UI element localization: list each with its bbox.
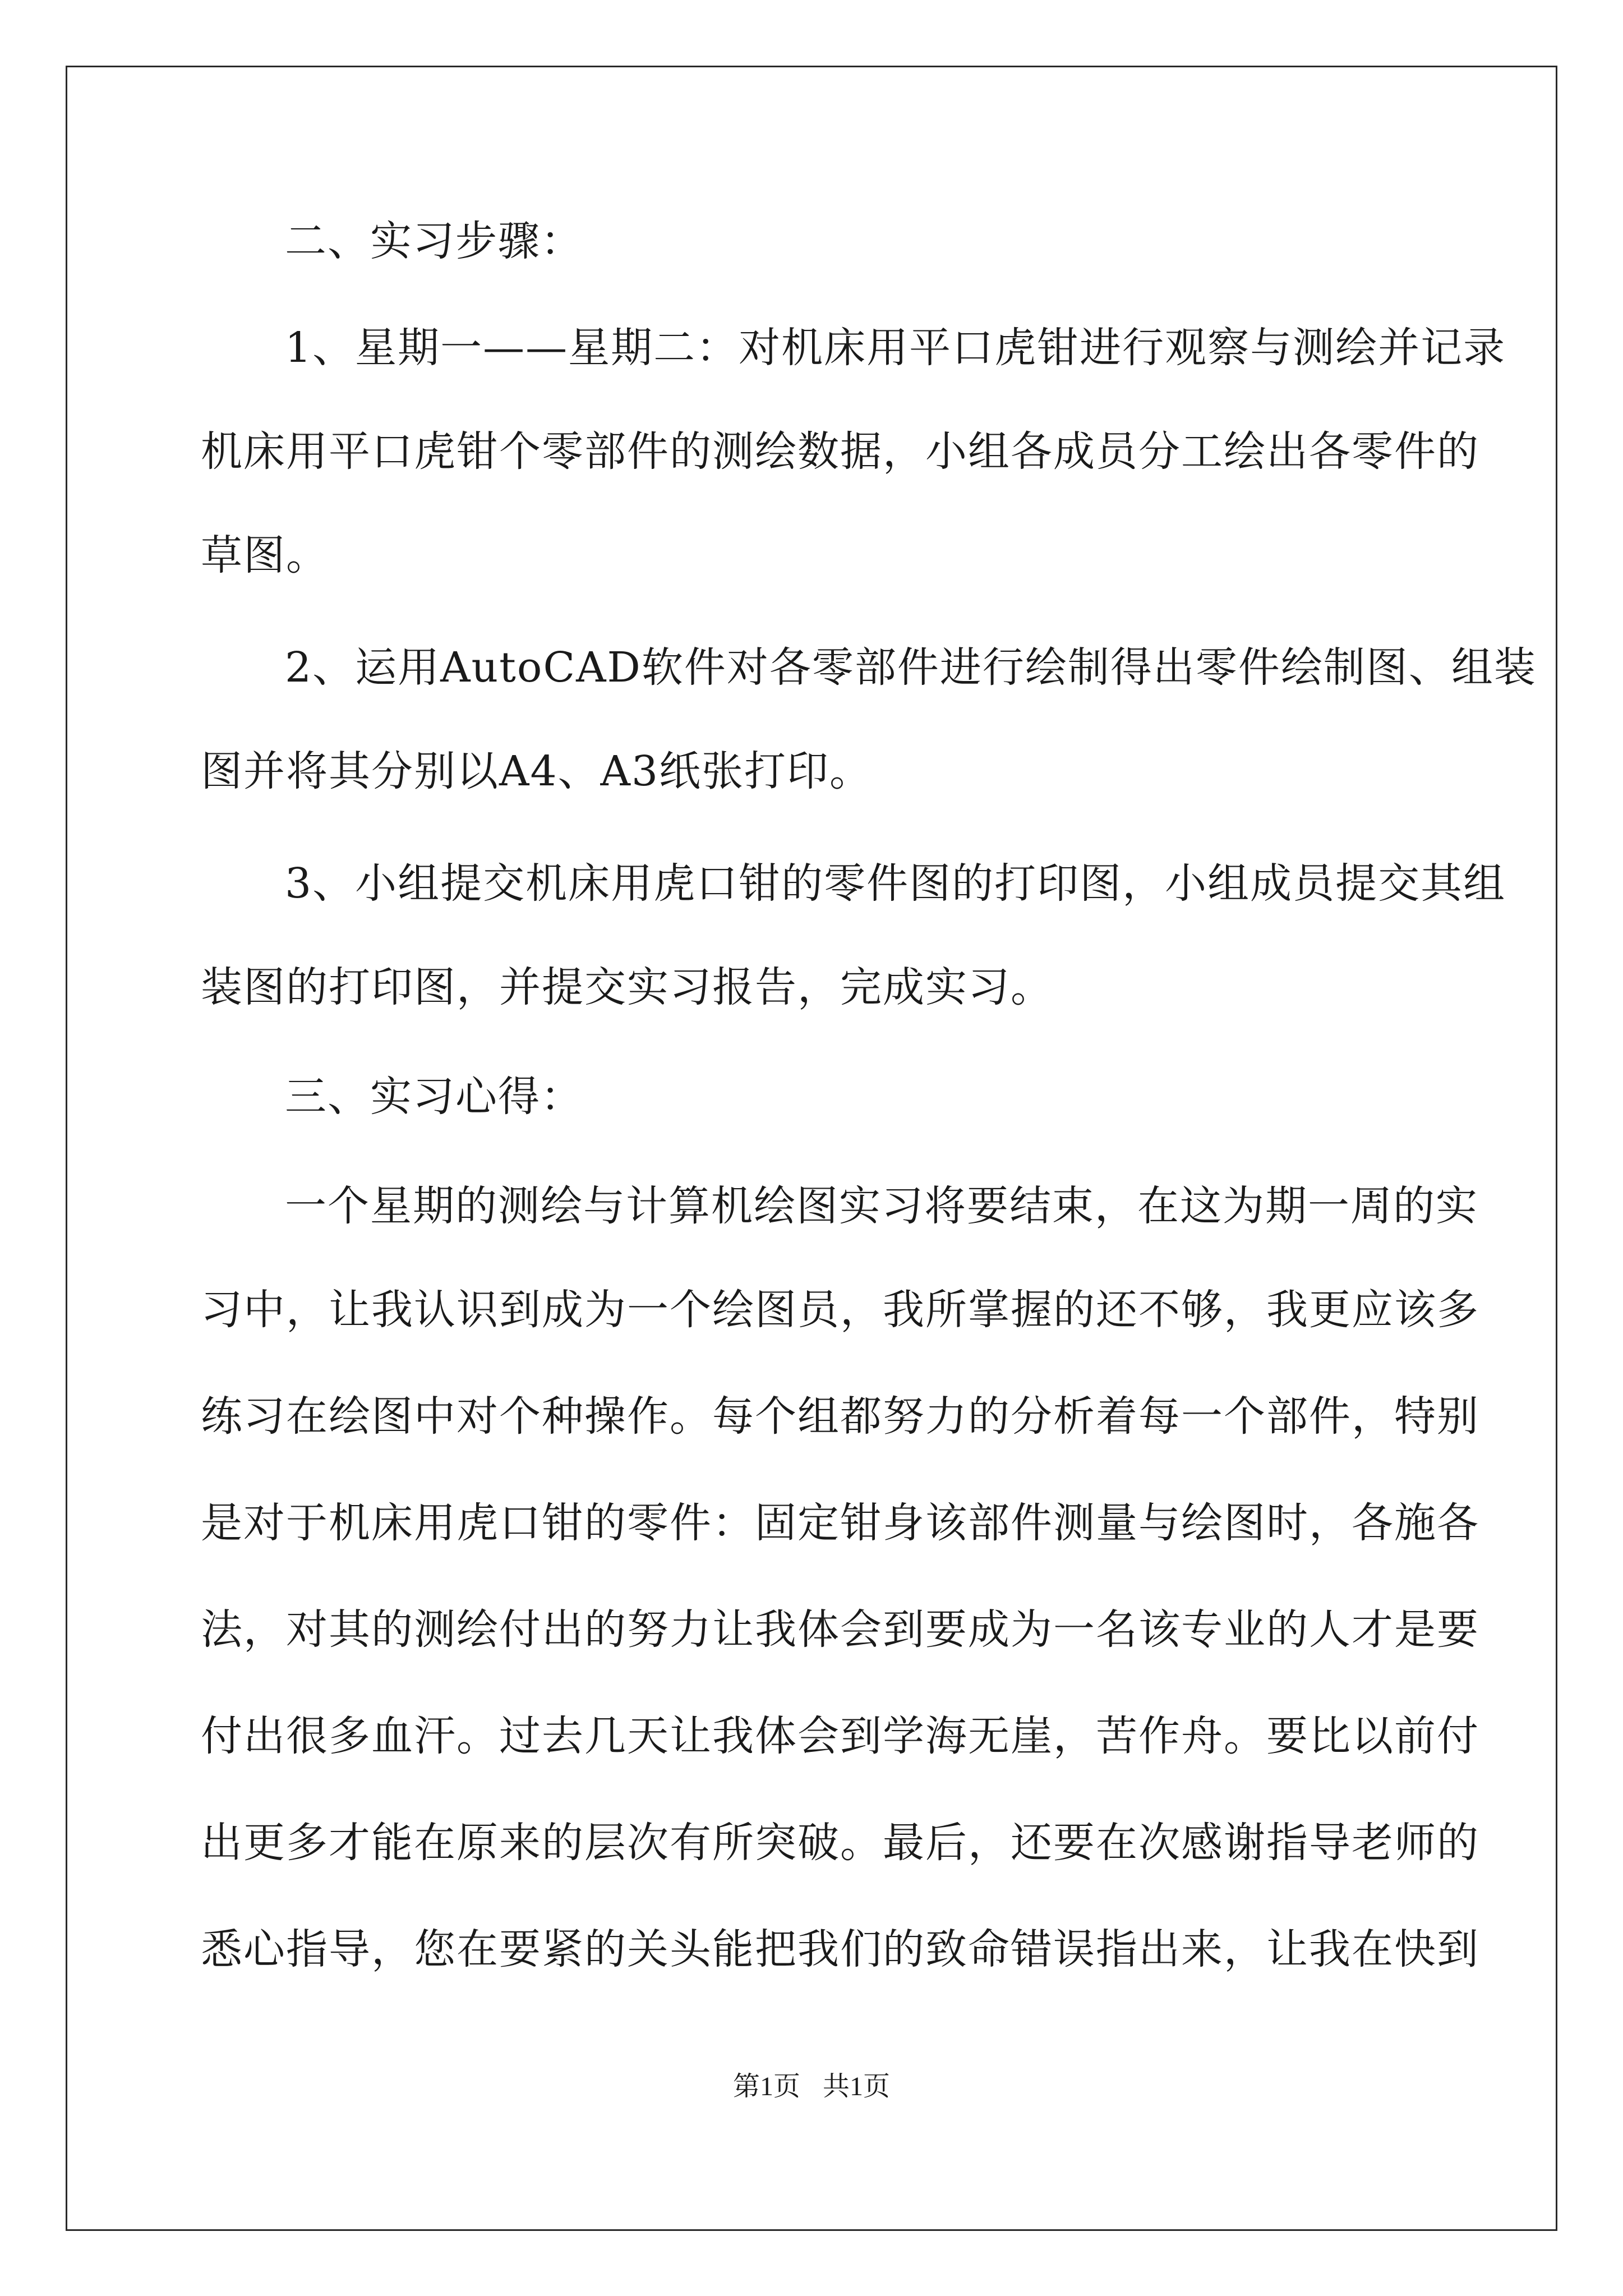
page-border <box>66 66 1557 2231</box>
paragraph-line: 草图。 <box>201 531 329 579</box>
paragraph-line: 法，对其的测绘付出的努力让我体会到要成为一名该专业的人才是要 <box>201 1605 1479 1654</box>
paragraph-line: 习中，让我认识到成为一个绘图员，我所掌握的还不够，我更应该多 <box>201 1286 1479 1334</box>
paragraph-line: 付出很多血汗。过去几天让我体会到学海无崖，苦作舟。要比以前付 <box>201 1712 1479 1760</box>
section-heading-steps: 二、实习步骤： <box>285 217 583 265</box>
paragraph-line: 出更多才能在原来的层次有所突破。最后，还要在次感谢指导老师的 <box>201 1819 1479 1867</box>
page-number: 第1页 <box>732 2072 800 2101</box>
paragraph-line: 2、运用AutoCAD软件对各零部件进行绘制得出零件绘制图、组装 <box>285 643 1537 692</box>
paragraph-line: 3、小组提交机床用虎口钳的零件图的打印图，小组成员提交其组 <box>285 859 1506 908</box>
page-total: 共1页 <box>823 2072 891 2101</box>
section-heading-reflections: 三、实习心得： <box>285 1073 583 1121</box>
paragraph-line: 悉心指导，您在要紧的关头能把我们的致命错误指出来，让我在快到 <box>201 1925 1479 1973</box>
paragraph-line: 1、星期一——星期二：对机床用平口虎钳进行观察与测绘并记录 <box>285 324 1506 372</box>
paragraph-line: 练习在绘图中对个种操作。每个组都努力的分析着每一个部件，特别 <box>201 1392 1479 1441</box>
page-footer <box>0 2070 1623 2104</box>
paragraph-line: 一个星期的测绘与计算机绘图实习将要结束，在这为期一周的实 <box>285 1182 1478 1230</box>
paragraph-line: 装图的打印图，并提交实习报告，完成实习。 <box>201 963 1053 1011</box>
paragraph-line: 是对于机床用虎口钳的零件：固定钳身该部件测量与绘图时，各施各 <box>201 1499 1479 1547</box>
paragraph-line: 图并将其分别以A4、A3纸张打印。 <box>201 747 873 795</box>
paragraph-line: 机床用平口虎钳个零部件的测绘数据，小组各成员分工绘出各零件的 <box>201 427 1479 476</box>
